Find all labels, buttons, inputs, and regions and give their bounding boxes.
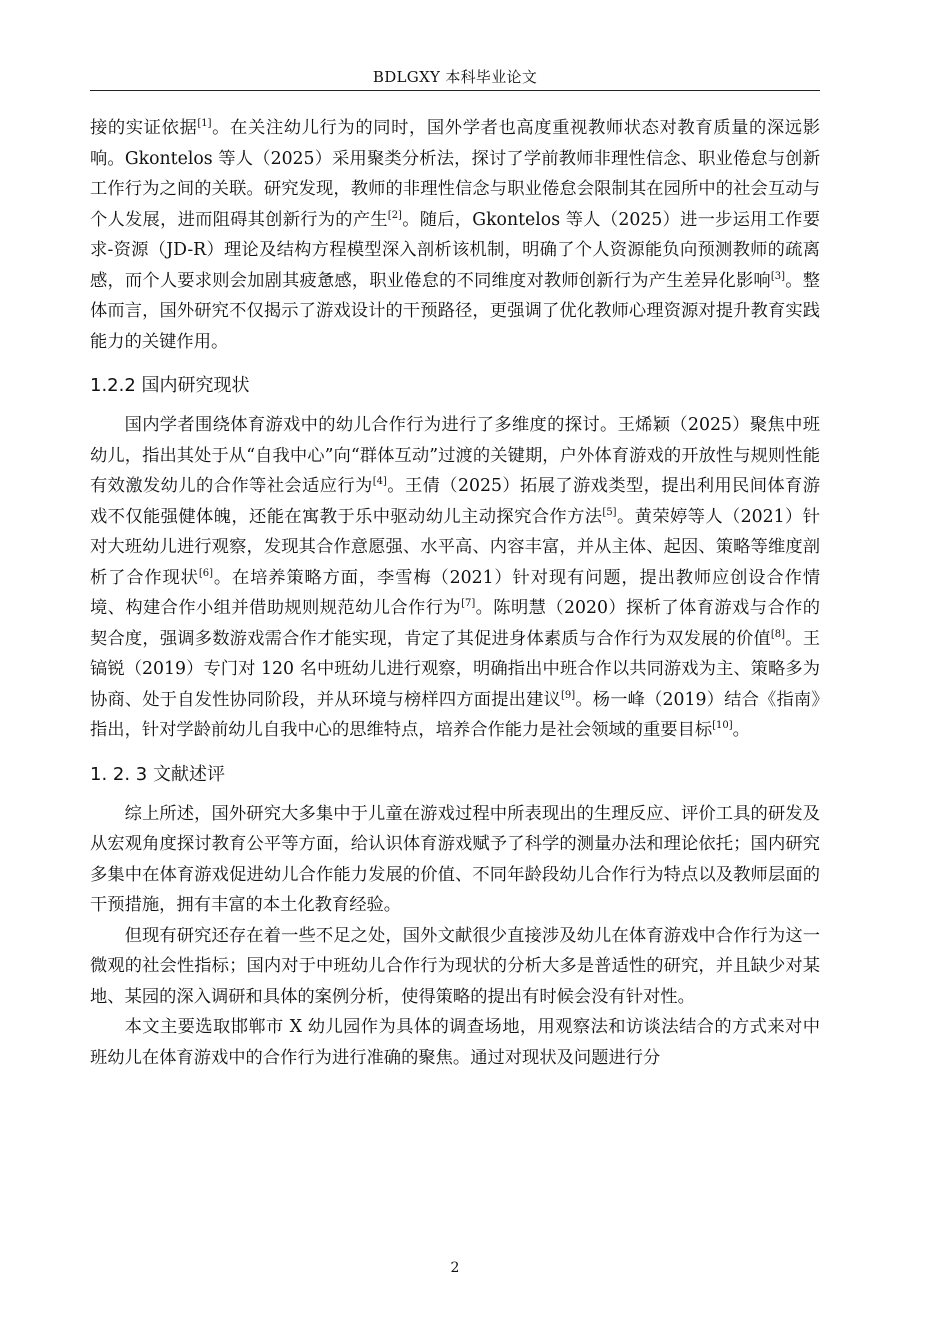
body-paragraph (90, 113, 820, 357)
running-header: BDLGXY 本科毕业论文 (372, 68, 538, 86)
text-run: 国内学者围绕体育游戏中的幼儿合作行为进行了多维度的探讨。王烯颖（2025）聚焦中班幼儿，指出其处于从“自我中心”向“群体互动”过渡的关键期，户外体育游戏的开放性与规则性能有效激发幼儿的合作等社会适应行为 (90, 415, 820, 496)
citation-marker: [7] (461, 598, 476, 610)
text-run: 。王倩（2025）拓展了游戏类型，提出利用民间体育游戏不仅能强健体魄，还能在寓教于乐中驱动幼儿主动探究合作方法 (90, 476, 820, 527)
citation-marker: [9] (560, 689, 576, 701)
text-run: 。杨一峰（2019）结合《指南》指出，针对学龄前幼儿自我中心的思维特点，培养合作能力是社会领域的重要目标 (90, 689, 820, 740)
text-run: 。整体而言，国外研究不仅揭示了游戏设计的干预路径，更强调了优化教师心理资源对提升教育实践能力的关键作用。 (90, 270, 820, 352)
citation-marker: [4] (372, 476, 387, 488)
text-run: 。王镐锐（2019）专门对 120 名中班幼儿进行观察，明确指出中班合作以共同游戏为主、策略多为协商、处于自发性协同阶段，并从环境与榜样四方面提出建议 (90, 628, 820, 710)
body-paragraph (90, 1012, 820, 1073)
header-rule (90, 90, 820, 91)
text-run: 本文主要选取邯郸市 X 幼儿园作为具体的调查场地，用观察法和访谈法结合的方式来对中班幼儿在体育游戏中的合作行为进行准确的聚焦。通过对现状及问题进行分 (90, 1017, 820, 1068)
citation-marker: [5] (602, 506, 617, 518)
text-run: 。在关注幼儿行为的同时，国外学者也高度重视教师状态对教育质量的深远影响。Gkontelos 等人（2025）采用聚类分析法，探讨了学前教师非理性信念、职业倦怠与创新工作行为之间的关联。研究发现，教师的非理性信念与职业倦怠会限制其在园所中的社会互动与个人发展，进而阻碍其创新行为的产生 (90, 118, 820, 230)
citation-marker: [6] (198, 567, 213, 579)
body-paragraph (90, 921, 820, 1013)
text-run: 。黄荣婷等人（2021）针对大班幼儿进行观察，发现其合作意愿强、水平高、内容丰富，并从主体、起因、策略等维度剖析了合作现状 (90, 506, 820, 588)
body-paragraph (90, 410, 820, 746)
text-run: 。 (732, 720, 750, 740)
text-run: 。在培养策略方面，李雪梅（2021）针对现有问题，提出教师应创设合作情境、构建合作小组并借助规则规范幼儿合作行为 (90, 567, 820, 618)
citation-marker: [8] (770, 628, 786, 640)
page-body (90, 113, 820, 1073)
text-run: 。随后，Gkontelos 等人（2025）进一步运用工作要求-资源（JD-R）理论及结构方程模型深入剖析该机制，明确了个人资源能负向预测教师的疏离感，而个人要求则会加剧其疲惫感，职业倦怠的不同维度对教师创新行为产生差异化影响 (90, 209, 820, 291)
section-heading: 1. 2. 3 文献述评 (90, 763, 225, 785)
page-number: 2 (450, 1260, 460, 1276)
text-run: 接的实证依据 (90, 118, 198, 138)
section-heading: 1.2.2 国内研究现状 (90, 375, 250, 396)
text-run: 。陈明慧（2020）探析了体育游戏与合作的契合度，强调多数游戏需合作才能实现，肯定了其促进身体素质与合作行为双发展的价值 (90, 598, 820, 649)
text-run: 综上所述，国外研究大多集中于儿童在游戏过程中所表现出的生理反应、评价工具的研发及从宏观角度探讨教育公平等方面，给认识体育游戏赋予了科学的测量办法和理论依托；国内研究多集中在体育游戏促进幼儿合作能力发展的价值、不同年龄段幼儿合作行为特点以及教师层面的干预措施，拥有丰富的本土化教育经验。 (90, 803, 820, 915)
citation-marker: [2] (387, 209, 402, 221)
citation-marker: [1] (197, 118, 212, 130)
citation-marker: [10] (712, 720, 733, 732)
text-run: 但现有研究还存在着一些不足之处，国外文献很少直接涉及幼儿在体育游戏中合作行为这一微观的社会性指标；国内对于中班幼儿合作行为现状的分析大多是普适性的研究，并且缺少对某地、某园的深入调研和具体的案例分析，使得策略的提出有时候会没有针对性。 (90, 925, 820, 1007)
body-paragraph (90, 799, 820, 921)
citation-marker: [3] (770, 270, 786, 282)
